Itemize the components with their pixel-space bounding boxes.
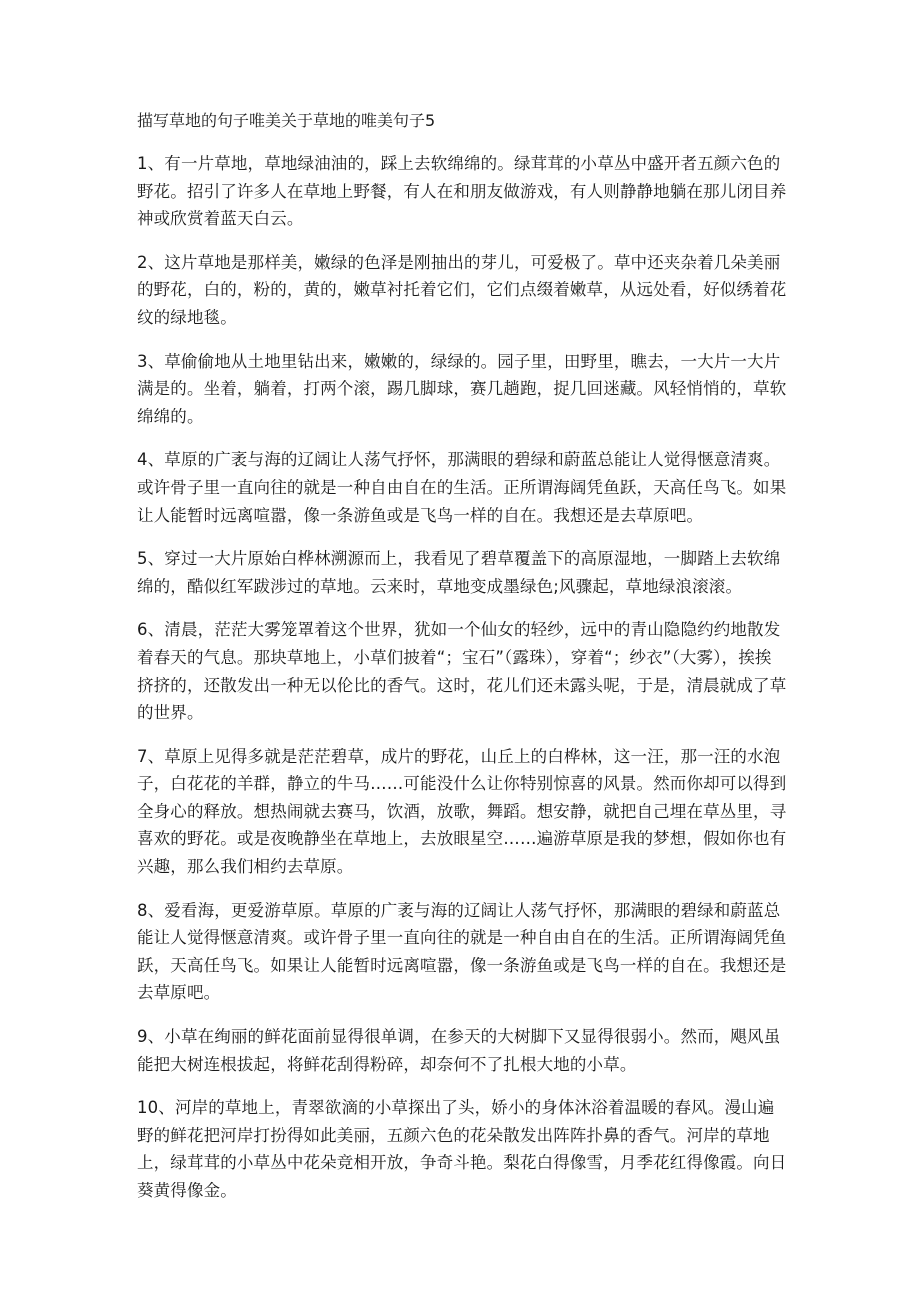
- paragraph-9: 9、小草在绚丽的鲜花面前显得很单调，在参天的大树脚下又显得很弱小。然而，飓风虽能把大树连根拔起，将鲜花刮得粉碎，却奈何不了扎根大地的小草。: [137, 1027, 781, 1074]
- paragraph-6: 6、清晨，茫茫大雾笼罩着这个世界，犹如一个仙女的轻纱，远中的青山隐隐约约地散发着春天的气息。那块草地上，小草们披着“；宝石”（露珠），穿着“；纱衣”（大雾），挨挨挤挤的，还散发出一种无以伦比的香气。这时，花儿们还未露头呢，于是，清晨就成了草的世界。: [137, 620, 787, 723]
- paragraph-5: 5、穿过一大片原始白桦林溯源而上，我看见了碧草覆盖下的高原湿地，一脚踏上去软绵绵的，酷似红军跋涉过的草地。云来时，草地变成墨绿色;风骤起，草地绿浪滚滚。: [137, 549, 781, 596]
- document-title: 描写草地的句子唯美关于草地的唯美句子5: [137, 111, 436, 130]
- paragraph-2: 2、这片草地是那样美，嫩绿的色泽是刚抽出的芽儿，可爱极了。草中还夹杂着几朵美丽的野花，白的，粉的，黄的，嫩草衬托着它们，它们点缀着嫩草，从远处看，好似绣着花纹的绿地毯。: [137, 252, 787, 327]
- paragraph-7: 7、草原上见得多就是茫茫碧草，成片的野花，山丘上的白桦林，这一汪，那一汪的水泡子，白花花的羊群，静立的牛马……可能没什么让你特别惊喜的风景。然而你却可以得到全身心的释放。想热闹就去赛马，饮酒，放歌，舞蹈。想安静，就把自己埋在草丛里，寻喜欢的野花。或是夜晚静坐在草地上，去放眼星空……遍游草原是我的梦想，假如你也有兴趣，那么我们相约去草原。: [137, 746, 787, 877]
- paragraph-10: 10、河岸的草地上，青翠欲滴的小草探出了头，娇小的身体沐浴着温暖的春风。漫山遍野的鲜花把河岸打扮得如此美丽，五颜六色的花朵散发出阵阵扑鼻的香气。河岸的草地上，绿茸茸的小草丛中花朵竞相开放，争奇斗艳。梨花白得像雪，月季花红得像霞。向日葵黄得像金。: [137, 1098, 787, 1200]
- paragraph-list: [137, 150, 787, 1221]
- paragraph-1: 1、有一片草地，草地绿油油的，踩上去软绵绵的。绿茸茸的小草丛中盛开者五颜六色的野花。招引了许多人在草地上野餐，有人在和朋友做游戏，有人则静静地躺在那儿闭目养神或欣赏着蓝天白云。: [137, 154, 787, 229]
- paragraph-4: 4、草原的广袤与海的辽阔让人荡气抒怀，那满眼的碧绿和蔚蓝总能让人觉得惬意清爽。或许骨子里一直向往的就是一种自由自在的生活。正所谓海阔凭鱼跃，天高任鸟飞。如果让人能暂时远离喧嚣，像一条游鱼或是飞鸟一样的自在。我想还是去草原吧。: [137, 450, 787, 525]
- paragraph-3: 3、草偷偷地从土地里钻出来，嫩嫩的，绿绿的。园子里，田野里，瞧去，一大片一大片满是的。坐着，躺着，打两个滚，踢几脚球，赛几趟跑，捉几回迷藏。风轻悄悄的，草软绵绵的。: [137, 351, 787, 426]
- paragraph-8: 8、爱看海，更爱游草原。草原的广袤与海的辽阔让人荡气抒怀，那满眼的碧绿和蔚蓝总能让人觉得惬意清爽。或许骨子里一直向往的就是一种自由自在的生活。正所谓海阔凭鱼跃，天高任鸟飞。如果让人能暂时远离喧嚣，像一条游鱼或是飞鸟一样的自在。我想还是去草原吧。: [137, 900, 787, 1003]
